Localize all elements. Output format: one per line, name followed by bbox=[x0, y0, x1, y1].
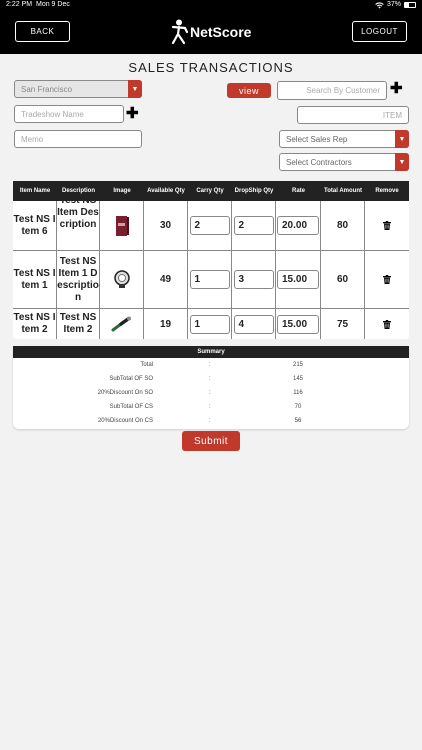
col-remove: Remove bbox=[375, 187, 399, 194]
view-button[interactable]: view bbox=[227, 83, 271, 98]
summary-row bbox=[13, 400, 409, 414]
submit-button[interactable]: Submit bbox=[182, 431, 240, 451]
item-placeholder: ITEM bbox=[382, 110, 402, 120]
chevron-down-icon[interactable]: ▼ bbox=[128, 80, 142, 98]
dropship-qty-cell bbox=[232, 201, 276, 250]
summary-value: 70 bbox=[294, 404, 302, 410]
page-title: SALES TRANSACTIONS bbox=[128, 60, 294, 75]
item-image-cell bbox=[100, 201, 144, 250]
summary-label: 20%Discount On CS bbox=[97, 418, 153, 424]
col-item-name: Item Name bbox=[19, 187, 51, 194]
summary-value: 116 bbox=[293, 390, 303, 396]
logout-button[interactable]: LOGOUT bbox=[352, 21, 407, 42]
dropship-qty-cell bbox=[232, 251, 276, 308]
col-description: Description bbox=[61, 187, 95, 194]
col-available-qty: Available Qty bbox=[147, 187, 185, 194]
col-image: Image bbox=[113, 187, 131, 194]
summary-separator: : bbox=[209, 418, 211, 424]
carry-qty-cell bbox=[188, 201, 232, 250]
available-qty-cell: 30 bbox=[144, 201, 188, 250]
rate-cell bbox=[276, 251, 321, 308]
summary-separator: : bbox=[209, 404, 211, 410]
location-value: San Francisco bbox=[21, 84, 73, 94]
sales-rep-dropdown[interactable] bbox=[279, 130, 409, 148]
logo-text: NetScore bbox=[190, 24, 252, 40]
battery-icon bbox=[404, 2, 416, 8]
rate-cell bbox=[276, 309, 321, 339]
chevron-down-icon[interactable]: ▼ bbox=[395, 130, 409, 148]
col-rate: Rate bbox=[291, 187, 305, 194]
item-description-cell: Test NS Item 2 bbox=[57, 309, 100, 339]
back-button[interactable]: BACK bbox=[15, 21, 70, 42]
add-customer-icon[interactable]: ✚ bbox=[390, 80, 403, 97]
summary-title: Summary bbox=[13, 346, 409, 358]
status-date: Mon 9 Dec bbox=[36, 1, 70, 8]
wifi-icon bbox=[375, 2, 384, 9]
summary-separator: : bbox=[209, 390, 211, 396]
item-description-cell bbox=[57, 195, 100, 250]
summary-row bbox=[13, 358, 409, 372]
rate-input[interactable]: 15.00 bbox=[277, 270, 319, 289]
status-time: 2:22 PM bbox=[6, 1, 33, 8]
col-carry-qty: Carry Qty bbox=[196, 187, 224, 194]
summary-value: 145 bbox=[292, 376, 303, 382]
item-description-cell: Test NS Item 1 Description bbox=[57, 251, 100, 308]
rate-input[interactable]: 20.00 bbox=[277, 216, 319, 235]
item-image-cell bbox=[100, 309, 144, 339]
status-bar bbox=[0, 0, 422, 10]
summary-value: 56 bbox=[294, 418, 302, 424]
remove-cell bbox=[365, 251, 409, 308]
summary-row bbox=[13, 414, 409, 428]
col-dropship-qty: DropShip Qty bbox=[234, 187, 274, 194]
tool-product-icon bbox=[111, 316, 133, 332]
remove-cell bbox=[365, 201, 409, 250]
carry-qty-input[interactable]: 1 bbox=[190, 270, 230, 289]
search-customer-input[interactable] bbox=[277, 81, 387, 100]
add-tradeshow-icon[interactable]: ✚ bbox=[126, 105, 139, 122]
memo-placeholder: Memo bbox=[21, 134, 44, 144]
summary-separator: : bbox=[209, 362, 211, 368]
available-qty-cell: 49 bbox=[144, 251, 188, 308]
item-description-text: Test NS Item Description bbox=[57, 195, 99, 230]
location-dropdown[interactable] bbox=[14, 80, 142, 98]
summary-label: Total bbox=[140, 362, 153, 368]
summary-panel bbox=[13, 346, 409, 429]
total-amount-cell: 80 bbox=[321, 201, 365, 250]
lamp-product-icon bbox=[113, 270, 131, 290]
dropship-qty-input[interactable]: 2 bbox=[234, 216, 274, 235]
sales-rep-placeholder: Select Sales Rep bbox=[286, 134, 348, 144]
table-row bbox=[13, 309, 409, 339]
tradeshow-input[interactable] bbox=[14, 105, 124, 123]
item-name-cell: Test NS Item 2 bbox=[13, 309, 57, 339]
dropship-qty-input[interactable]: 4 bbox=[234, 315, 274, 334]
contractors-dropdown[interactable] bbox=[279, 153, 409, 171]
search-customer-placeholder: Search By Customer bbox=[306, 86, 380, 95]
summary-label: 20%Discount On SO bbox=[97, 390, 153, 396]
remove-cell bbox=[365, 309, 409, 339]
summary-label: SubTotal OF SO bbox=[109, 376, 153, 382]
summary-value: 215 bbox=[292, 362, 303, 368]
total-amount-cell: 60 bbox=[321, 251, 365, 308]
dropship-qty-input[interactable]: 3 bbox=[234, 270, 274, 289]
netscore-logo bbox=[170, 16, 251, 48]
carry-qty-input[interactable]: 1 bbox=[190, 315, 230, 334]
contractors-placeholder: Select Contractors bbox=[286, 157, 352, 167]
runner-logo-icon bbox=[170, 19, 188, 45]
item-name-cell: Test NS Item 6 bbox=[13, 201, 57, 250]
item-input[interactable] bbox=[297, 106, 409, 124]
table-row bbox=[13, 195, 409, 251]
app-header bbox=[0, 10, 422, 54]
summary-label: SubTotal OF CS bbox=[109, 404, 153, 410]
dropship-qty-cell bbox=[232, 309, 276, 339]
items-table bbox=[13, 181, 409, 339]
battery-percent: 37% bbox=[386, 1, 401, 8]
memo-input[interactable] bbox=[14, 130, 142, 148]
summary-separator: : bbox=[209, 376, 211, 382]
available-qty-cell: 19 bbox=[144, 309, 188, 339]
carry-qty-cell bbox=[188, 309, 232, 339]
carry-qty-cell bbox=[188, 251, 232, 308]
summary-row bbox=[13, 386, 409, 400]
total-amount-cell: 75 bbox=[321, 309, 365, 339]
box-product-icon bbox=[114, 214, 130, 238]
tradeshow-placeholder: Tradeshow Name bbox=[21, 109, 84, 119]
rate-cell bbox=[276, 201, 321, 250]
carry-qty-input[interactable]: 2 bbox=[190, 216, 230, 235]
chevron-down-icon[interactable]: ▼ bbox=[395, 153, 409, 171]
trash-icon[interactable] bbox=[383, 320, 391, 329]
rate-input[interactable]: 15.00 bbox=[277, 315, 319, 334]
trash-icon[interactable] bbox=[383, 221, 391, 230]
item-image-cell bbox=[100, 251, 144, 308]
trash-icon[interactable] bbox=[383, 275, 391, 284]
summary-row bbox=[13, 372, 409, 386]
item-name-cell: Test NS Item 1 bbox=[13, 251, 57, 308]
col-total-amount: Total Amount bbox=[324, 187, 362, 194]
table-row bbox=[13, 251, 409, 309]
